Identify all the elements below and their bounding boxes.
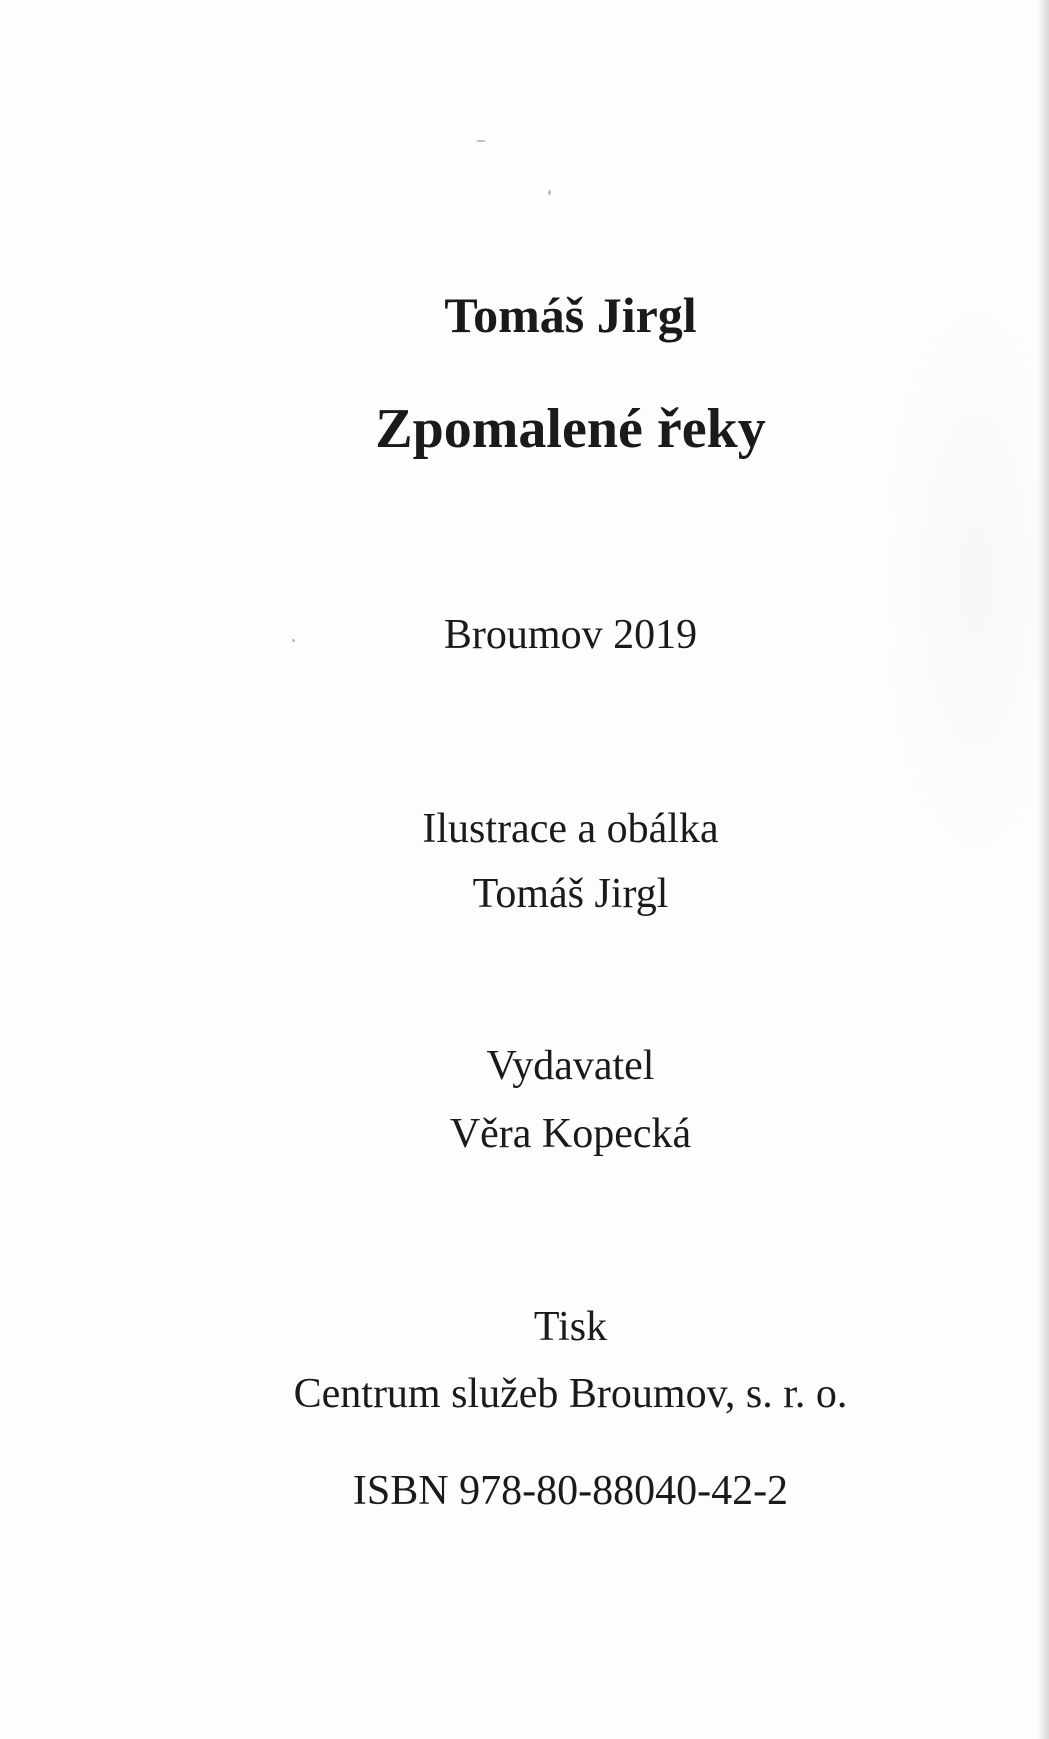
paper-speck (548, 190, 551, 195)
printer-name: Centrum služeb Broumov, s. r. o. (293, 1371, 848, 1417)
isbn: ISBN 978-80-88040-42-2 (352, 1468, 789, 1514)
publisher-label: Vydavatel (486, 1043, 655, 1089)
author-name: Tomáš Jirgl (444, 287, 697, 343)
paper-speck (476, 140, 486, 142)
illustration-label: Ilustrace a obálka (422, 806, 719, 852)
book-title: Zpomalené řeky (375, 398, 766, 460)
show-through-text (880, 280, 1040, 880)
publisher-name: Věra Kopecká (449, 1111, 692, 1157)
illustrator-name: Tomáš Jirgl (472, 871, 669, 917)
place-and-year: Broumov 2019 (443, 612, 698, 658)
printing-label: Tisk (533, 1304, 608, 1350)
